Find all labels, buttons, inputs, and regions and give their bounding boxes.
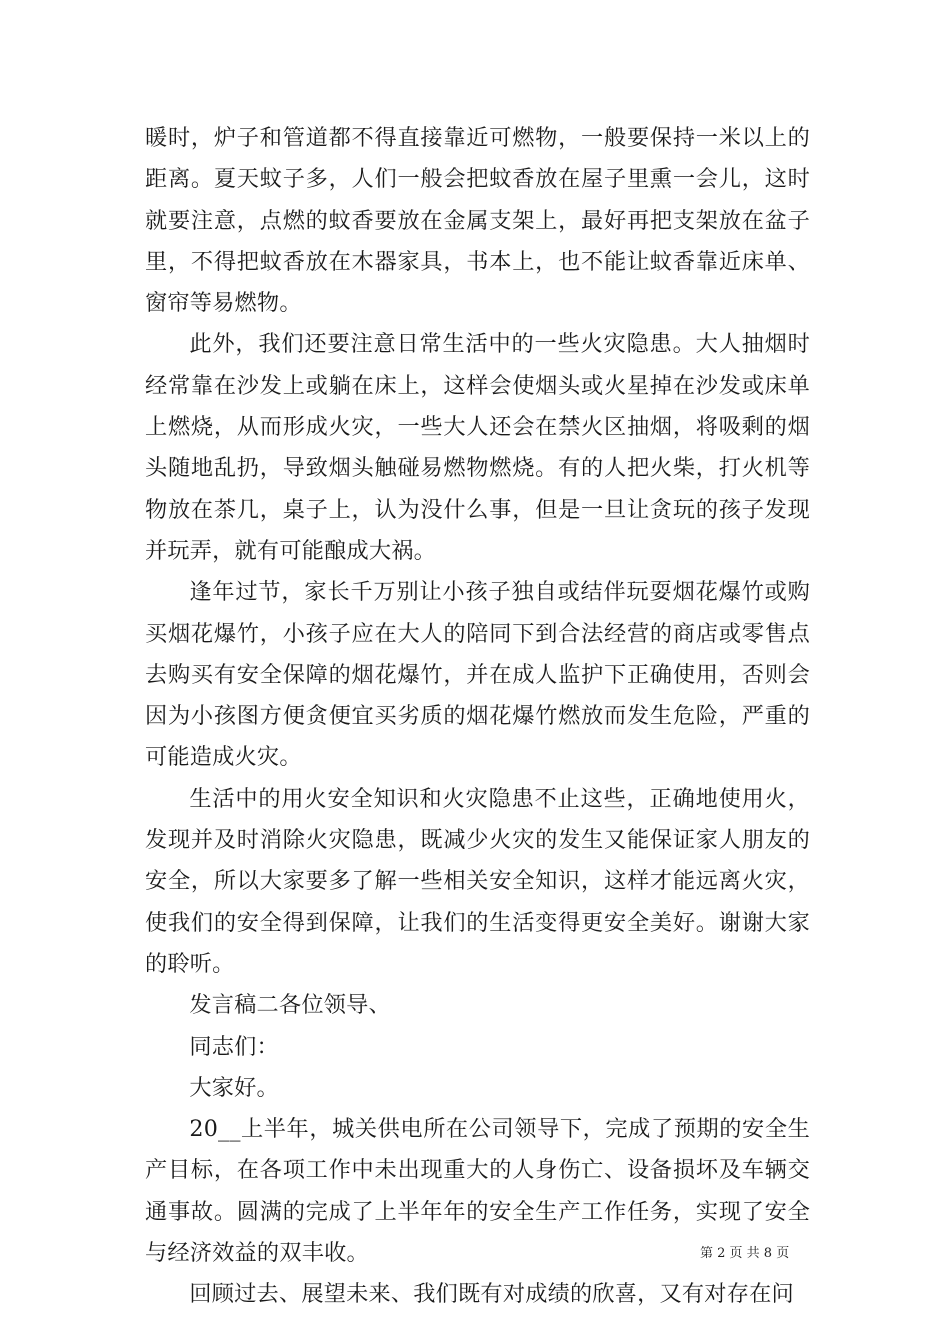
paragraph-2: 此外，我们还要注意日常生活中的一些火灾隐患。大人抽烟时经常靠在沙发上或躺在床上，这样会使烟头或火星掉在沙发或床单上燃烧，从而形成火灾，一些大人还会在禁火区抽烟，将吸剩的烟头随地乱扔，导致烟头触碰易燃物燃烧。有的人把火柴，打火机等物放在茶几，桌子上，认为没什么事，但是一旦让贪玩的孩子发现并玩弄，就有可能酿成大祸。 <box>145 331 810 564</box>
paragraph-8: 20__上半年，城关供电所在公司领导下，完成了预期的安全生产目标，在各项工作中未出现重大的人身伤亡、设备损坏及车辆交通事故。圆满的完成了上半年年的安全生产工作任务，实现了安全与经济效益的双丰收。 <box>145 1116 810 1267</box>
paragraph-6: 同志们： <box>189 1033 279 1060</box>
document-body <box>145 118 810 1316</box>
paragraph-1: 暖时，炉子和管道都不得直接靠近可燃物，一般要保持一米以上的距离。夏天蚊子多，人们一般会把蚊香放在屋子里熏一会儿，这时就要注意，点燃的蚊香要放在金属支架上，最好再把支架放在盆子里，不得把蚊香放在木器家具，书本上，也不能让蚊香靠近床单、窗帘等易燃物。 <box>145 125 810 317</box>
paragraph-5: 发言稿二各位领导、 <box>189 992 391 1019</box>
paragraph-9: 回顾过去、展望未来、我们既有对成绩的欣喜，又有对存在问 <box>189 1281 794 1308</box>
page-number-footer: 第 2 页 共 8 页 <box>700 1246 790 1261</box>
paragraph-4: 生活中的用火安全知识和火灾隐患不止这些，正确地使用火，发现并及时消除火灾隐患，既减少火灾的发生又能保证家人朋友的安全，所以大家要多了解一些相关安全知识，这样才能远离火灾，使我们的安全得到保障，让我们的生活变得更安全美好。谢谢大家的聆听。 <box>145 785 810 977</box>
paragraph-7: 大家好。 <box>189 1074 279 1101</box>
paragraph-3: 逢年过节，家长千万别让小孩子独自或结伴玩耍烟花爆竹或购买烟花爆竹，小孩子应在大人的陪同下到合法经营的商店或零售点去购买有安全保障的烟花爆竹，并在成人监护下正确使用，否则会因为小孩图方便贪便宜买劣质的烟花爆竹燃放而发生危险，严重的可能造成火灾。 <box>145 579 810 771</box>
